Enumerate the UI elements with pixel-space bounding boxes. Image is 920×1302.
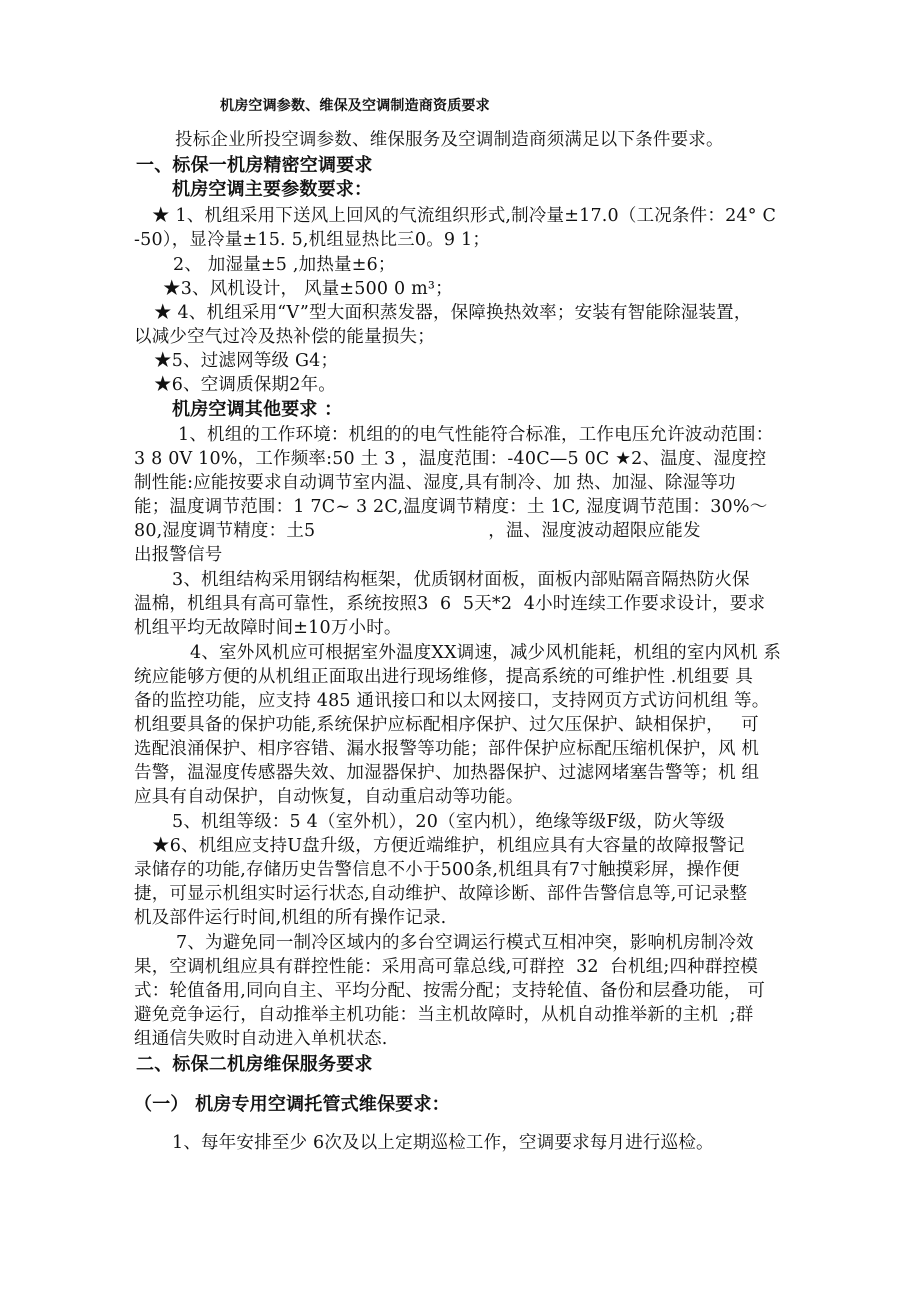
body-line: 5、机组等级：5 4（室外机），20（室内机），绝缘等级F级，防火等级 [172, 812, 725, 832]
param-line: 2、 加湿量±5 ,加热量±6； [173, 255, 396, 275]
body-line: 温棉，机组具有高可靠性，系统按照3 6 5天*2 4小时连续工作要求设计，要求 [134, 594, 766, 614]
section1-heading: 一、标保一机房精密空调要求 [136, 155, 373, 176]
body-line: 避免竞争运行，自动推举主机功能：当主机故障时，从机自动推举新的主机 ;群 [134, 1005, 754, 1025]
body-line: 制性能:应能按要求自动调节室内温、湿度,具有制冷、加 热、加湿、除湿等功 [134, 473, 736, 493]
main-params-heading: 机房空调主要参数要求： [172, 179, 373, 200]
body-line: 应具有自动保护，自动恢复，自动重启动等功能。 [134, 787, 524, 807]
body-line: 能；温度调节范围：1 7C~ 3 2C,温度调节精度：土 1C, 湿度调节范围：30%〜 [134, 497, 768, 517]
intro-paragraph: 投标企业所投空调参数、维保服务及空调制造商须满足以下条件要求。 [175, 130, 724, 150]
body-line: 录储存的功能,存储历史告警信息不小于500条,机组具有7寸触摸彩屏，操作便 [134, 860, 740, 880]
body-line: ★6、机组应支持U盘升级，方便近端维护，机组应具有大容量的故障报警记 [152, 836, 745, 856]
body-line: 组通信失败时自动进入单机状态. [134, 1029, 388, 1049]
body-line: 出报警信号 [134, 545, 223, 565]
body-line: 机及部件运行时间,机组的所有操作记录. [134, 908, 447, 928]
param-line: ★6、空调质保期2年。 [154, 375, 336, 395]
body-line: 果，空调机组应具有群控性能：采用高可靠总线,可群控 32 台机组;四种群控模 [134, 957, 758, 977]
param-line: ★5、过滤网等级 G4； [154, 351, 339, 371]
param-line: ★3、风机设计， 风量±500 0 m³； [163, 279, 453, 299]
document-title: 机房空调参数、维保及空调制造商资质要求 [220, 98, 490, 114]
other-requirements-heading: 机房空调其他要求 ： [172, 399, 343, 420]
body-line: 机组要具备的保护功能,系统保护应标配相序保护、过欠压保护、缺相保护， 可 [134, 715, 759, 735]
body-line: 80,湿度调节精度：土5 ，温、湿度波动超限应能发 [134, 521, 701, 541]
body-line: 3 8 0V 10%，工作频率:50 土 3 ，温度范围：-40C—5 0C ★2、温度、湿度控 [134, 449, 767, 469]
param-line: ★ 1、机组采用下送风上回风的气流组织形式,制冷量±17.0（工况条件：24° C [152, 206, 777, 226]
body-line: 4、室外风机应可根据室外温度XX调速，减少风机能耗，机组的室内风机 系 [190, 643, 782, 663]
body-line: 备的监控功能，应支持 485 通讯接口和以太网接口，支持网页方式访问机组 等。 [134, 691, 770, 711]
param-line: -50），显冷量±15. 5,机组显热比三0。9 1； [134, 230, 491, 250]
body-line: 机组平均无故障时间±10万小时。 [134, 618, 402, 638]
section2-heading: 二、标保二机房维保服务要求 [136, 1054, 373, 1075]
body-line: 捷，可显示机组实时运行状态,自动维护、故障诊断、部件告警信息等,可记录整 [134, 884, 748, 904]
body-line: 7、为避免同一制冷区域内的多台空调运行模式互相冲突，影响机房制冷效 [176, 933, 754, 953]
section2-subheading: （一） 机房专用空调托管式维保要求： [134, 1094, 450, 1115]
param-line: ★ 4、机组采用“V”型大面积蒸发器，保障换热效率；安装有智能除湿装置， [154, 303, 752, 323]
param-line: 以减少空气过冷及热补偿的能量损失； [134, 327, 435, 347]
body-line: 3、机组结构采用钢结构框架，优质钢材面板，面板内部贴隔音隔热防火保 [172, 570, 750, 590]
body-line: 告警，温湿度传感器失效、加湿器保护、加热器保护、过滤网堵塞告警等；机 组 [134, 763, 760, 783]
body-line: 1、机组的工作环境：机组的的电气性能符合标准，工作电压允许波动范围： [178, 425, 774, 445]
body-line: 选配浪涌保护、相序容错、漏水报警等功能；部件保护应标配压缩机保护，风 机 [134, 739, 760, 759]
body-line: 统应能够方便的从机组正面取出进行现场维修，提高系统的可维护性 .机组要 具 [134, 667, 754, 687]
body-line: 式：轮值备用,同向自主、平均分配、按需分配；支持轮值、备份和层叠功能， 可 [134, 981, 766, 1001]
body-line: 1、每年安排至少 6次及以上定期巡检工作，空调要求每月进行巡检。 [172, 1133, 714, 1153]
